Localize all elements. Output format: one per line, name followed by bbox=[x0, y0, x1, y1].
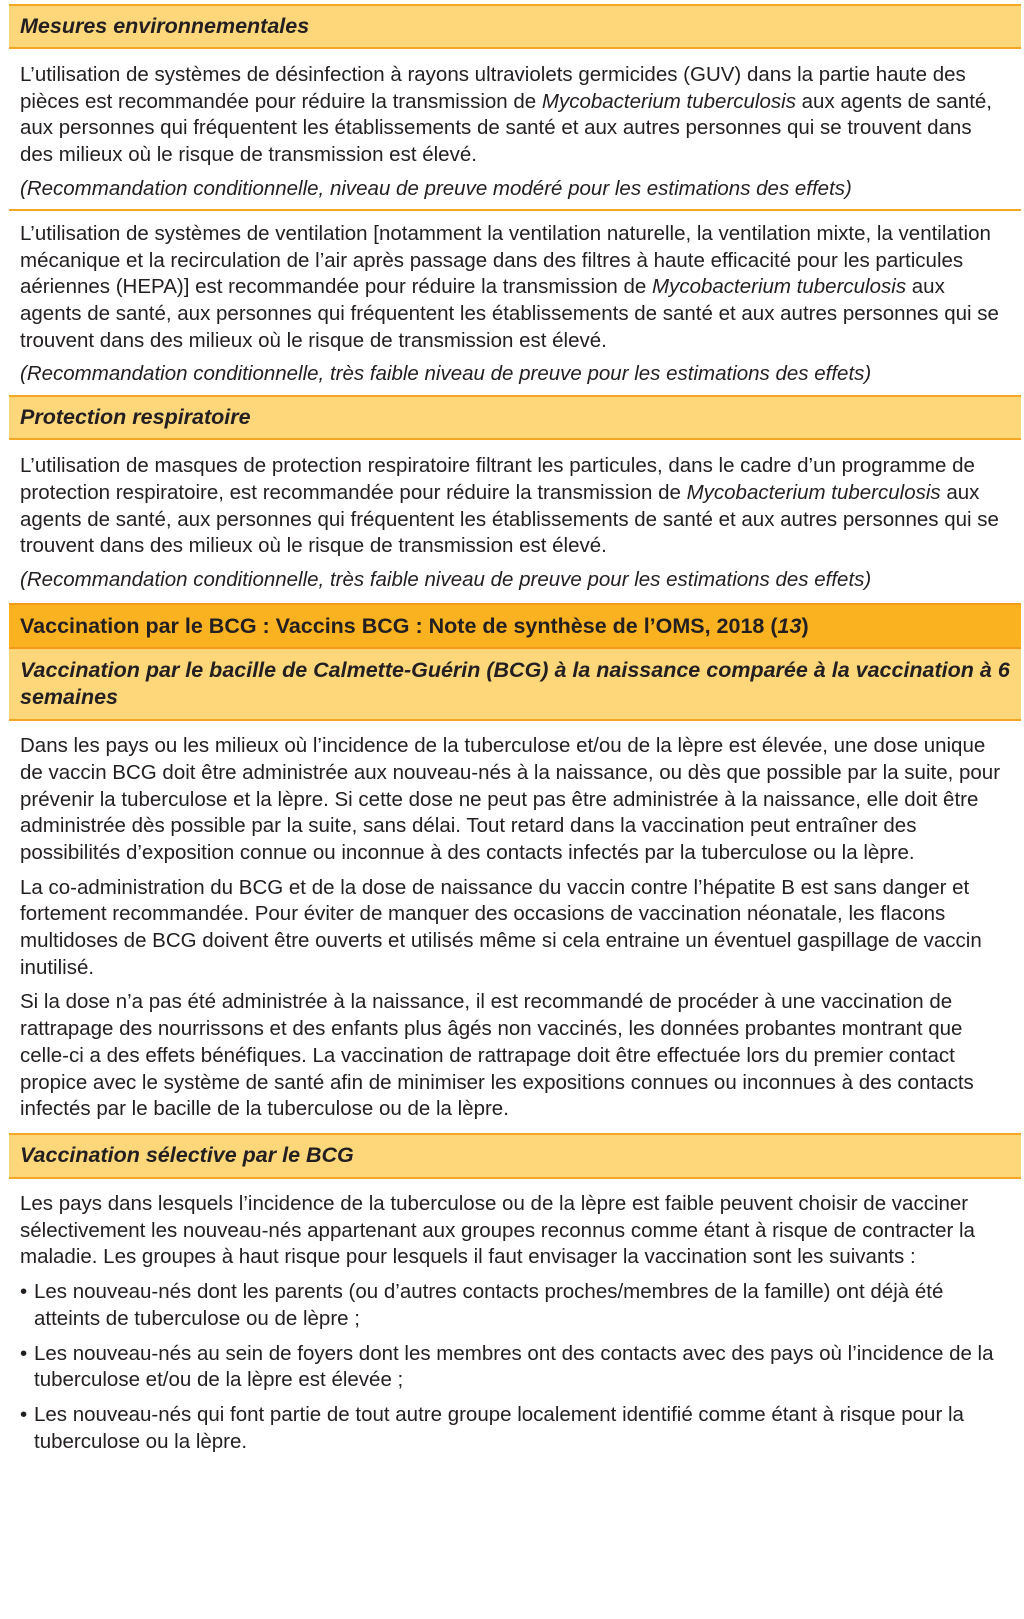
bullet-icon: • bbox=[20, 1402, 28, 1426]
paragraph: Les pays dans lesquels l’incidence de la tuberculose ou de la lèpre est faible peuvent choisir de vacciner sélectivement les nouveau-nés appartenant aux groupes reconnus comme étant à risque de contracter la maladie. Les groupes à haut risque pour lesquels il faut envisager la vaccination sont les suivants : bbox=[20, 1191, 975, 1269]
recommendation-bcg-birth bbox=[9, 721, 1021, 1123]
section-header-environmental bbox=[9, 4, 1021, 49]
subsection-header-bcg-selective bbox=[9, 1133, 1021, 1179]
recommendation-ventilation bbox=[9, 211, 1021, 388]
bullet-icon: • bbox=[20, 1341, 28, 1365]
recommendation-text: L’utilisation de masques de protection respiratoire filtrant les particules, dans le cadre d’un programme de protection respiratoire, est recommandée pour réduire la transmission de Mycobacterium tuberculosis aux agents de santé, aux personnes qui fréquentent les établissements de santé et aux autres personnes qui se trouvent dans des milieux où le risque de transmission est élevé. bbox=[20, 454, 999, 558]
section-header-bcg bbox=[9, 603, 1021, 649]
recommendation-strength: (Recommandation conditionnelle, très faible niveau de preuve pour les estimations des effets) bbox=[20, 362, 872, 386]
section-title: Vaccination par le BCG : Vaccins BCG : Note de synthèse de l’OMS, 2018 (13) bbox=[20, 613, 809, 638]
paragraph: La co-administration du BCG et de la dose de naissance du vaccin contre l’hépatite B est sans danger et fortement recommandée. Pour éviter de manquer des occasions de vaccination néonatale, les flacons multidoses de BCG doivent être ouverts et utilisés même si cela entraine un éventuel gaspillage de vaccin inutilisé. bbox=[20, 875, 982, 979]
recommendation-text: L’utilisation de systèmes de ventilation [notamment la ventilation naturelle, la ventilation mixte, la ventilation mécanique et la recirculation de l’air après passage dans des filtres à haute efficacité pour les particules aériennes (HEPA)] est recommandée pour réduire la transmission de Mycobacterium tuberculosis aux agents de santé, aux personnes qui fréquentent les établissements de santé et aux autres personnes qui se trouvent dans des milieux où le risque de transmission est élevé. bbox=[20, 221, 999, 352]
reference-number: 13 bbox=[777, 613, 802, 638]
recommendation-bcg-selective bbox=[9, 1179, 1021, 1455]
paragraph: Si la dose n’a pas été administrée à la naissance, il est recommandé de procéder à une vaccination de rattrapage des nourrissons et des enfants plus âgés non vaccinés, les données probantes montrant que celle-ci a des effets bénéfiques. La vaccination de rattrapage doit être effectuée lors du premier contact propice avec le système de santé afin de minimiser les expositions connues ou inconnues à des contacts infectés par le bacille de la tuberculose ou de la lèpre. bbox=[20, 990, 974, 1121]
list-item: • Les nouveau-nés au sein de foyers dont les membres ont des contacts avec des pays où l’incidence de la tuberculose et/ou de la lèpre est élevée ; bbox=[20, 1341, 994, 1392]
recommendations-table bbox=[9, 4, 1021, 1455]
section-title: Protection respiratoire bbox=[20, 405, 251, 430]
subsection-title: Vaccination sélective par le BCG bbox=[20, 1143, 354, 1168]
organism-name: Mycobacterium tuberculosis bbox=[686, 481, 941, 505]
recommendation-text: L’utilisation de systèmes de désinfection à rayons ultraviolets germicides (GUV) dans la partie haute des pièces est recommandée pour réduire la transmission de Mycobacterium tuberculosis aux agents de santé, aux personnes qui fréquentent les établissements de santé et aux autres personnes qui se trouvent dans des milieux où le risque de transmission est élevé. bbox=[20, 63, 992, 167]
bullet-icon: • bbox=[20, 1280, 28, 1304]
recommendation-guv bbox=[9, 49, 1021, 202]
list-item: • Les nouveau-nés qui font partie de tout autre groupe localement identifié comme étant à risque pour la tuberculose ou la lèpre. bbox=[20, 1402, 964, 1453]
organism-name: Mycobacterium tuberculosis bbox=[652, 275, 907, 299]
subsection-header-bcg-birth bbox=[9, 649, 1021, 721]
section-header-respiratory bbox=[9, 395, 1021, 440]
paragraph: Dans les pays ou les milieux où l’incidence de la tuberculose et/ou de la lèpre est élevée, une dose unique de vaccin BCG doit être administrée aux nouveau-nés à la naissance, ou dès que possible par la suite, pour prévenir la tuberculose et la lèpre. Si cette dose ne peut pas être administrée à la naissance, elle doit être administrée dès possible par la suite, sans délai. Tout retard dans la vaccination peut entraîner des possibilités d’exposition connue ou inconnue à des contacts infectés par la tuberculose ou la lèpre. bbox=[20, 734, 1001, 864]
recommendation-strength: (Recommandation conditionnelle, très faible niveau de preuve pour les estimations des effets) bbox=[20, 568, 872, 592]
organism-name: Mycobacterium tuberculosis bbox=[541, 89, 796, 113]
recommendation-respirators bbox=[9, 440, 1021, 593]
recommendation-strength: (Recommandation conditionnelle, niveau de preuve modéré pour les estimations des effets) bbox=[20, 176, 852, 200]
list-item: • Les nouveau-nés dont les parents (ou d’autres contacts proches/membres de la famille) ont déjà été atteints de tuberculose ou de lèpre ; bbox=[20, 1280, 944, 1330]
subsection-title: Vaccination par le bacille de Calmette-Guérin (BCG) à la naissance comparée à la vaccination à 6 semaines bbox=[20, 658, 1010, 710]
section-title: Mesures environnementales bbox=[20, 14, 310, 38]
